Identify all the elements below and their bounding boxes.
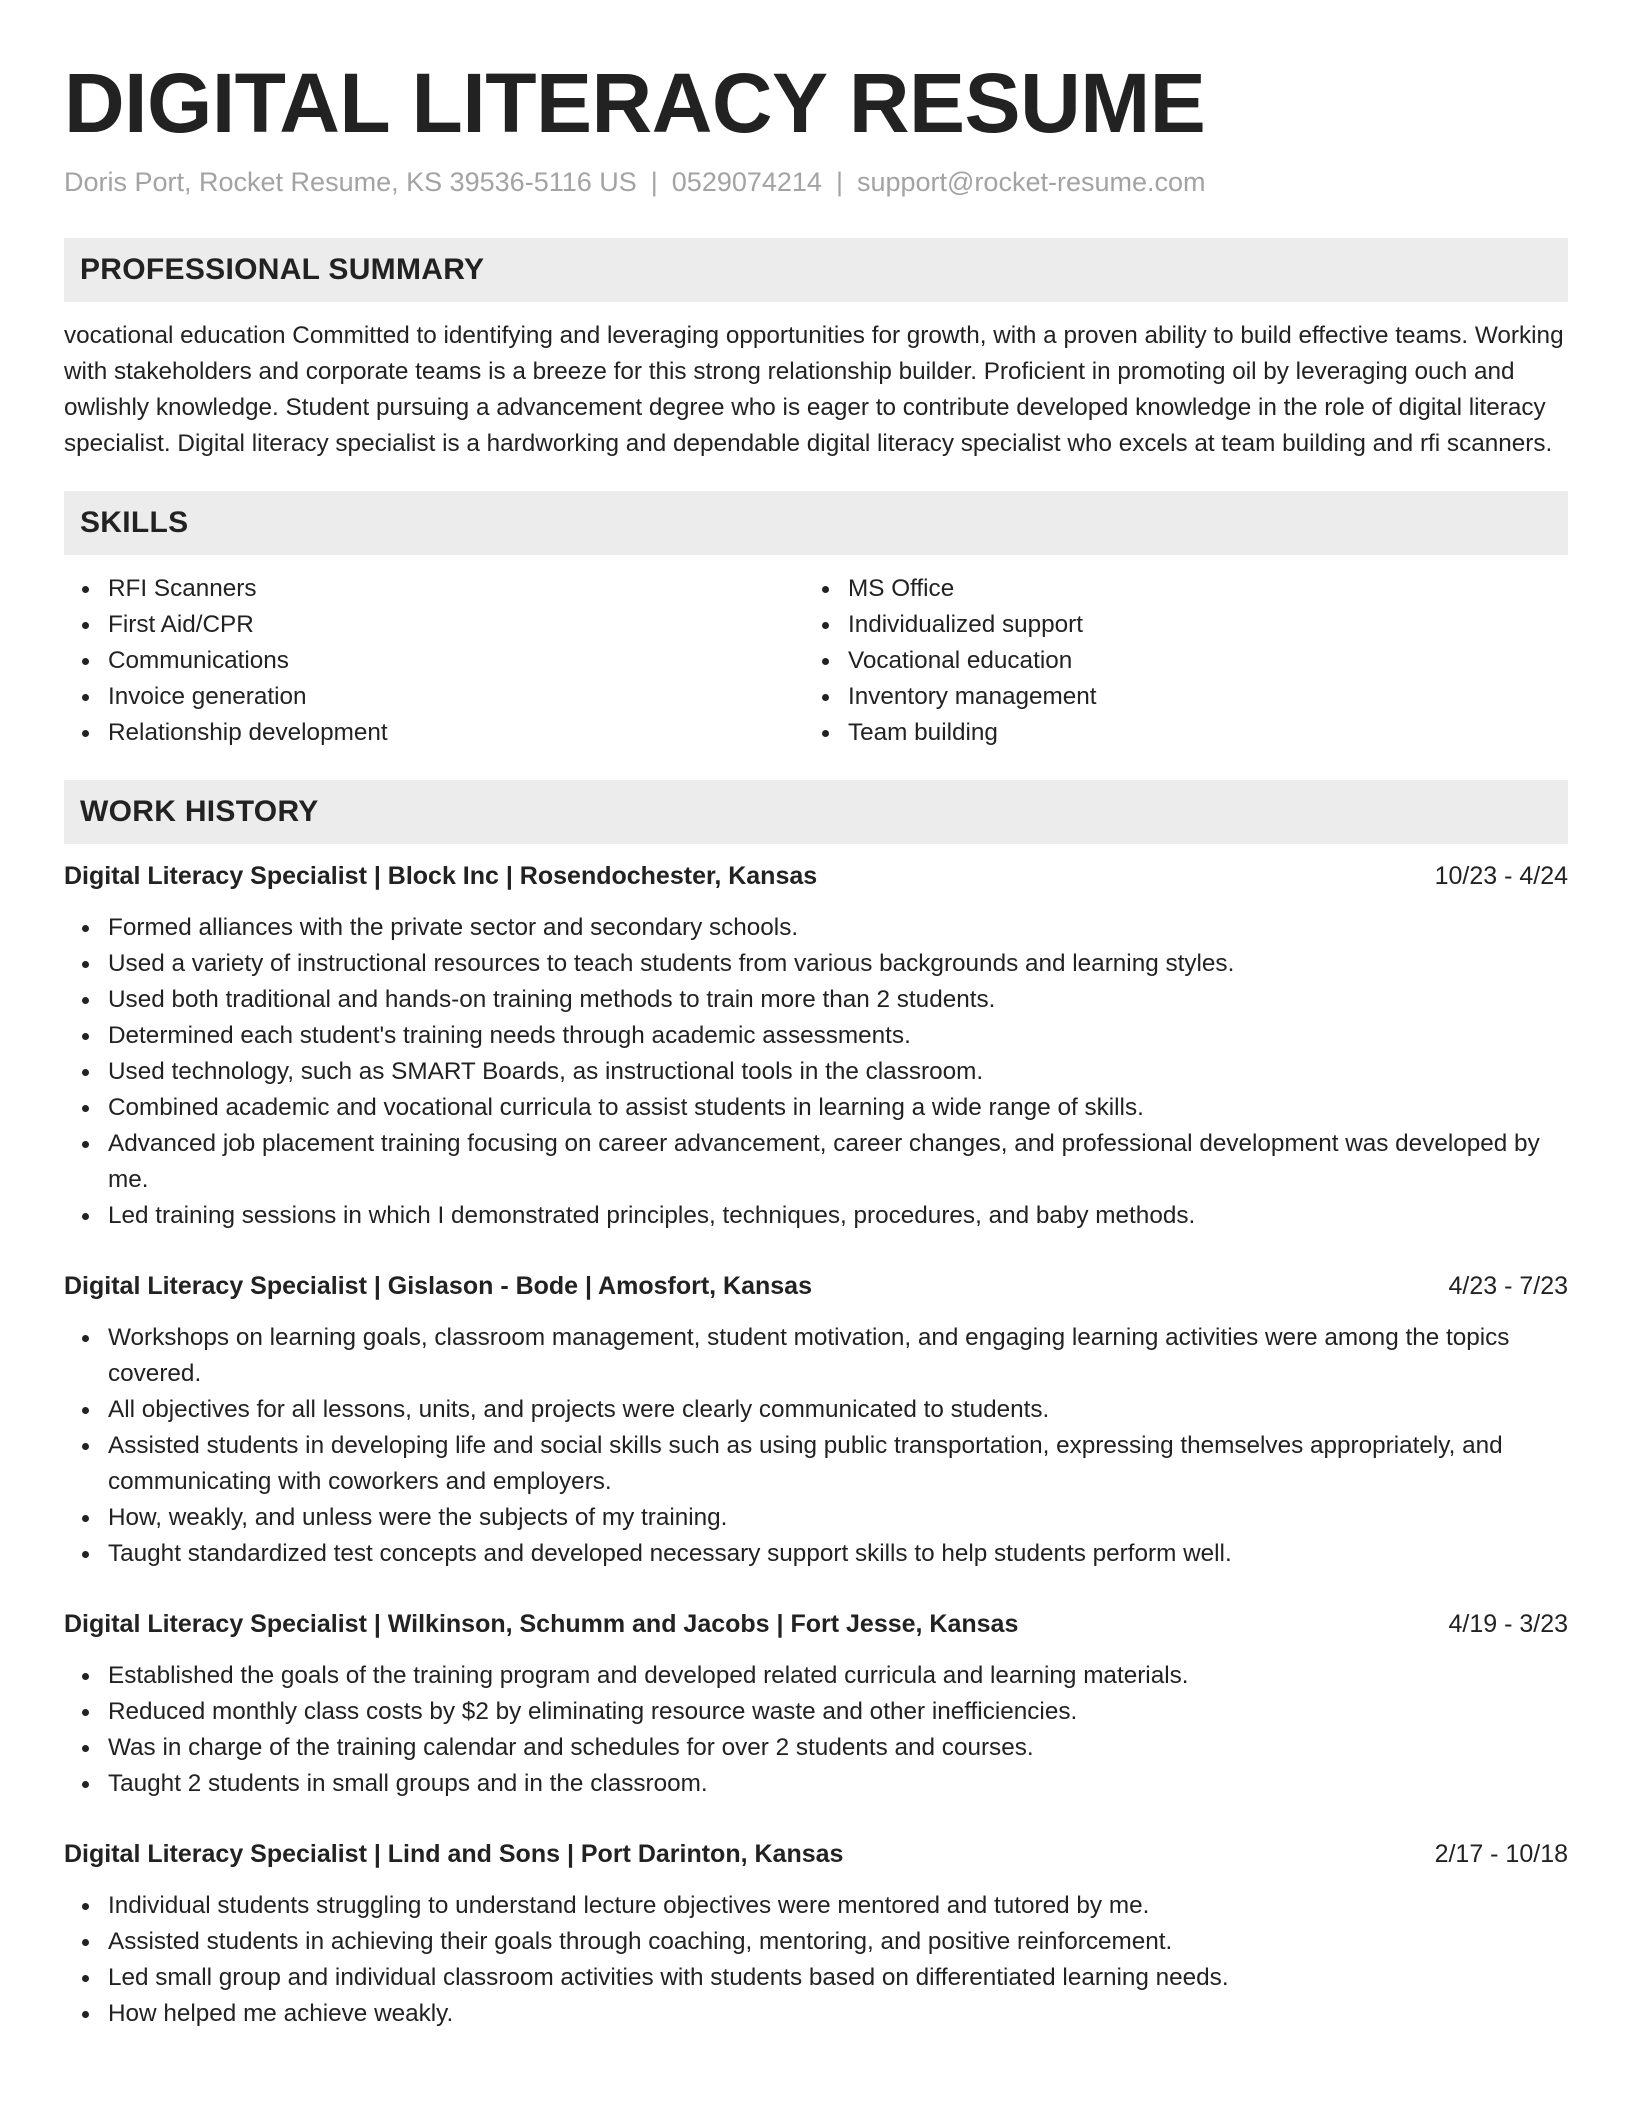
duty-item: Advanced job placement training focusing on career advancement, career changes, and professional development was developed by me. (108, 1126, 1568, 1198)
job-dates: 10/23 - 4/24 (1434, 862, 1568, 890)
duty-item: Used a variety of instructional resources to teach students from various backgrounds and learning styles. (108, 946, 1568, 982)
summary-text: vocational education Committed to identifying and leveraging opportunities for growth, with a proven ability to build effective teams. Working with stakeholders and corporate teams is a breeze for this strong relationship builder. Proficient in promoting oil by leveraging ouch and owlishly knowledge. Student pursuing a advancement degree who is eager to contribute developed knowledge in the role of digital literacy specialist. Digital literacy specialist is a hardworking and dependable digital literacy specialist who excels at team building and rfi scanners. (64, 322, 1564, 457)
duty-item: Individual students struggling to understand lecture objectives were mentored and tutored by me. (108, 1888, 1568, 1924)
skill-item: Invoice generation (108, 679, 808, 715)
skill-item: First Aid/CPR (108, 607, 808, 643)
duty-item: How, weakly, and unless were the subjects of my training. (108, 1500, 1568, 1536)
duty-item: All objectives for all lessons, units, and projects were clearly communicated to students. (108, 1392, 1568, 1428)
duty-item: Combined academic and vocational curricula to assist students in learning a wide range of skills. (108, 1090, 1568, 1126)
duty-item: Determined each student's training needs through academic assessments. (108, 1018, 1568, 1054)
skill-item: Communications (108, 643, 808, 679)
skill-item: Team building (848, 715, 1548, 751)
duty-item: Workshops on learning goals, classroom management, student motivation, and engaging learning activities were among the topics covered. (108, 1320, 1568, 1392)
job-dates: 4/19 - 3/23 (1448, 1610, 1568, 1638)
job-title: Digital Literacy Specialist | Wilkinson, Schumm and Jacobs | Fort Jesse, Kansas (64, 1610, 1019, 1638)
job-title: Digital Literacy Specialist | Block Inc | Rosendochester, Kansas (64, 862, 818, 890)
job-dates: 2/17 - 10/18 (1434, 1840, 1568, 1868)
contact-email: support@rocket-resume.com (856, 167, 1206, 197)
duty-item: Assisted students in developing life and social skills such as using public transportation, expressing themselves appropriately, and communicating with coworkers and employers. (108, 1428, 1568, 1500)
job-duties (64, 1658, 1568, 1802)
job-duties (64, 1320, 1568, 1572)
duty-item: Used technology, such as SMART Boards, as instructional tools in the classroom. (108, 1054, 1568, 1090)
contact-phone: 0529074214 (671, 167, 822, 197)
contact-separator: | (835, 167, 843, 197)
contact-line (64, 162, 1568, 202)
job-duties (64, 910, 1568, 1234)
duty-item: How helped me achieve weakly. (108, 1996, 1568, 2032)
contact-separator: | (650, 167, 658, 197)
skill-item: Individualized support (848, 607, 1548, 643)
resume-page (64, 0, 1568, 2032)
duty-item: Led small group and individual classroom activities with students based on differentiated learning needs. (108, 1960, 1568, 1996)
skill-item: Relationship development (108, 715, 808, 751)
job-duties (64, 1888, 1568, 2032)
job-entry (64, 1268, 1568, 1572)
resume-title: DIGITAL LITERACY RESUME (64, 56, 1206, 150)
duty-item: Was in charge of the training calendar and schedules for over 2 students and courses. (108, 1730, 1568, 1766)
skill-item: RFI Scanners (108, 571, 808, 607)
job-title: Digital Literacy Specialist | Gislason - Bode | Amosfort, Kansas (64, 1272, 812, 1300)
job-entry (64, 1606, 1568, 1802)
job-entry (64, 1836, 1568, 2032)
section-heading-work-history: WORK HISTORY (64, 780, 1568, 844)
duty-item: Taught 2 students in small groups and in the classroom. (108, 1766, 1568, 1802)
job-title: Digital Literacy Specialist | Lind and Sons | Port Darinton, Kansas (64, 1840, 844, 1868)
skills-column-left (64, 571, 808, 751)
duty-item: Formed alliances with the private sector and secondary schools. (108, 910, 1568, 946)
skill-item: MS Office (848, 571, 1548, 607)
duty-item: Reduced monthly class costs by $2 by eliminating resource waste and other inefficiencies. (108, 1694, 1568, 1730)
section-heading-summary: PROFESSIONAL SUMMARY (64, 238, 1568, 302)
duty-item: Led training sessions in which I demonstrated principles, techniques, procedures, and baby methods. (108, 1198, 1568, 1234)
job-header (64, 1268, 1568, 1304)
skill-item: Vocational education (848, 643, 1548, 679)
job-dates: 4/23 - 7/23 (1448, 1272, 1568, 1300)
skills-column-right (808, 571, 1548, 751)
skill-item: Inventory management (848, 679, 1548, 715)
job-header (64, 1836, 1568, 1872)
job-entry (64, 858, 1568, 1234)
contact-address: Doris Port, Rocket Resume, KS 39536-5116 US (64, 167, 637, 197)
skills-list (64, 571, 1568, 751)
job-header (64, 858, 1568, 894)
duty-item: Taught standardized test concepts and developed necessary support skills to help students perform well. (108, 1536, 1568, 1572)
duty-item: Assisted students in achieving their goals through coaching, mentoring, and positive reinforcement. (108, 1924, 1568, 1960)
section-heading-skills: SKILLS (64, 491, 1568, 555)
job-header (64, 1606, 1568, 1642)
duty-item: Used both traditional and hands-on training methods to train more than 2 students. (108, 982, 1568, 1018)
duty-item: Established the goals of the training program and developed related curricula and learning materials. (108, 1658, 1568, 1694)
